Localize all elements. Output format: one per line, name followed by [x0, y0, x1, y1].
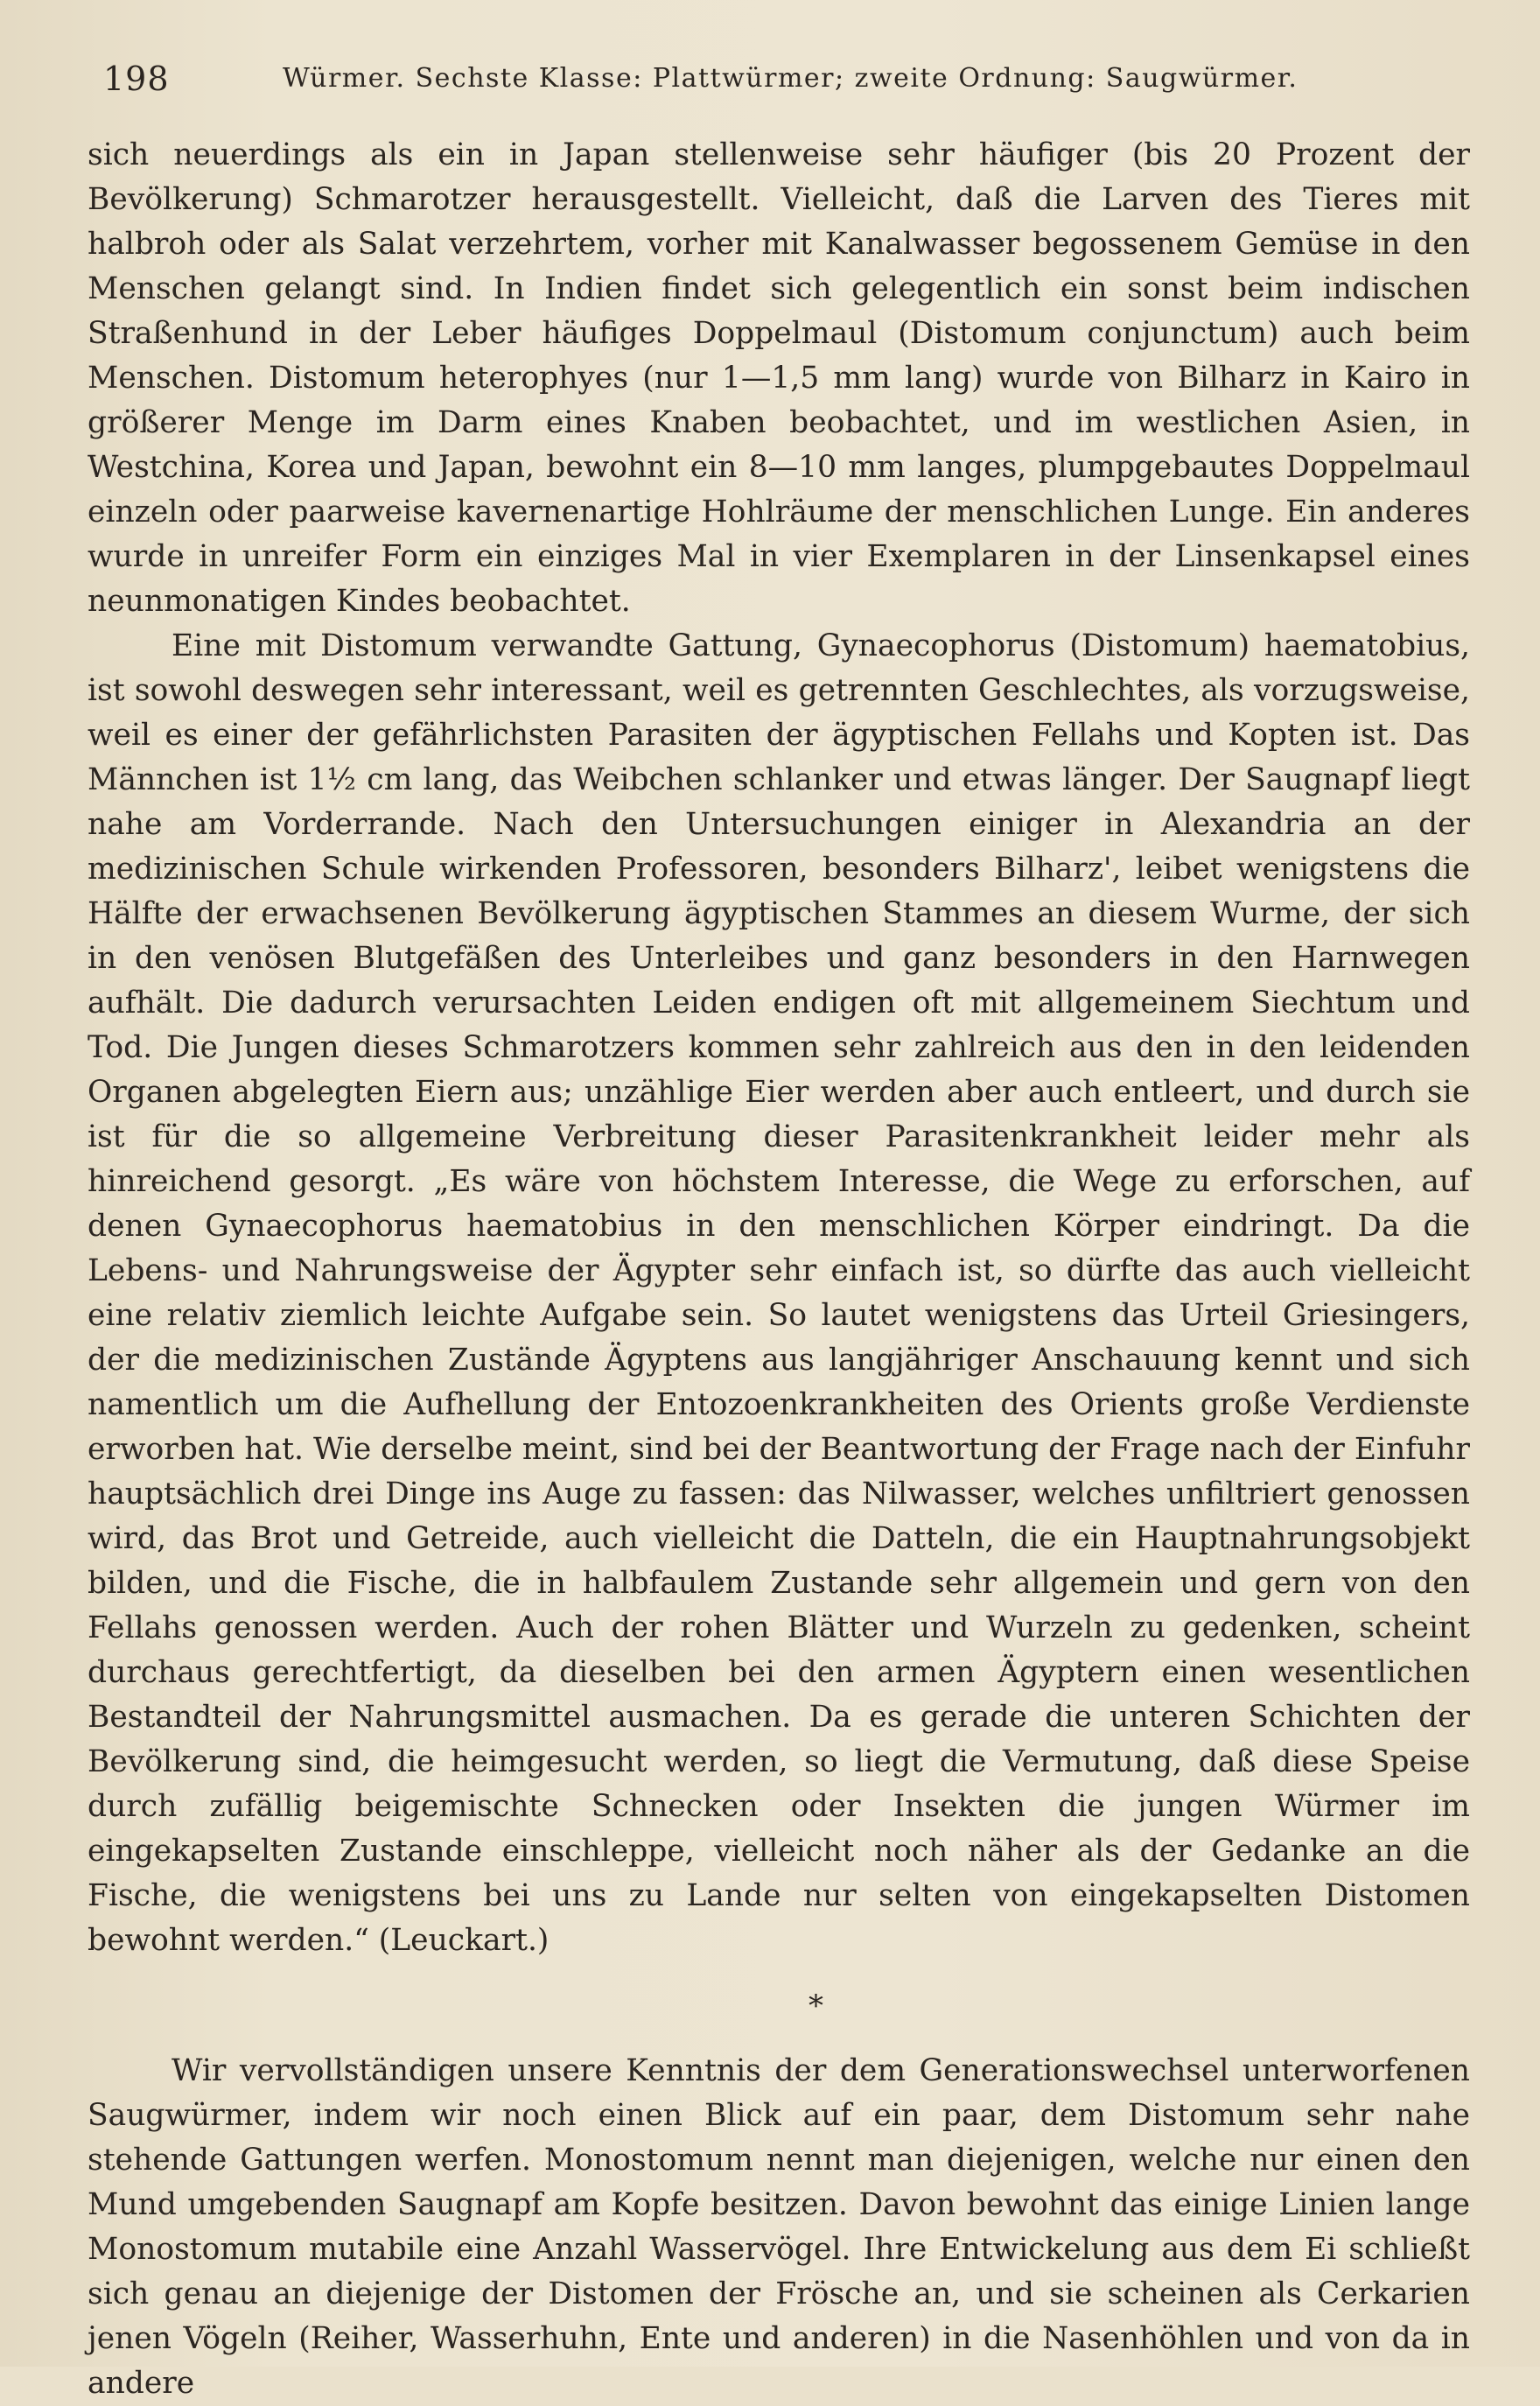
paragraph-2: Eine mit Distomum verwandte Gattung, Gynaecophorus (Distomum) haematobius, ist sowohl deswegen sehr interessant, weil es getrennten Geschlechtes, als vorzugsweise, weil es einer der gefährlichsten Parasiten der ägyptischen Fellahs und Kopten ist. Das Männchen ist 1½ cm lang, das Weibchen schlanker und etwas länger. Der Saugnapf liegt nahe am Vorderrande. Nach den Untersuchungen einiger in Alexandria an der medizinischen Schule wirkenden Professoren, besonders Bilharz', leibet wenigstens die Hälfte der erwachsenen Bevölkerung ägyptischen Stammes an diesem Wurme, der sich in den venösen Blutgefäßen des Unterleibes und ganz besonders in den Harnwegen aufhält. Die dadurch verursachten Leiden endigen oft mit allgemeinem Siechtum und Tod. Die Jungen dieses Schmarotzers kommen sehr zahlreich aus den in den leidenden Organen abgelegten Eiern aus; unzählige Eier werden aber auch entleert, und durch sie ist für die so allgemeine Verbreitung dieser Parasitenkrankheit leider mehr als hinreichend gesorgt. „Es wäre von höchstem Interesse, die Wege zu erforschen, auf denen Gynaecophorus haematobius in den menschlichen Körper eindringt. Da die Lebens- und Nahrungsweise der Ägypter sehr einfach ist, so dürfte das auch vielleicht eine relativ ziemlich leichte Aufgabe sein. So lautet wenigstens das Urteil Griesingers, der die medizinischen Zustände Ägyptens aus langjähriger Anschauung kennt und sich namentlich um die Aufhellung der Entozoenkrankheiten des Orients große Verdienste erworben hat. Wie derselbe meint, sind bei der Beantwortung der Frage nach der Einfuhr hauptsächlich drei Dinge ins Auge zu fassen: das Nilwasser, welches unfiltriert genossen wird, das Brot und Getreide, auch vielleicht die Datteln, die ein Hauptnahrungsobjekt bilden, und die Fische, die in halbfaulem Zustande sehr allgemein und gern von den Fellahs genossen werden. Auch der rohen Blätter und Wurzeln zu gedenken, scheint durchaus gerechtfertigt, da dieselben bei den armen Ägyptern einen wesentlichen Bestandteil der Nahrungsmittel ausmachen. Da es gerade die unteren Schichten der Bevölkerung sind, die heimgesucht werden, so liegt die Vermutung, daß diese Speise durch zufällig beigemischte Schnecken oder Insekten die jungen Würmer im eingekapselten Zustande einschleppe, vielleicht noch näher als der Gedanke an die Fische, die wenigstens bei uns zu Lande nur selten von eingekapselten Distomen bewohnt werden.“ (Leuckart.) [88, 628, 1470, 1958]
page-header [103, 54, 1468, 116]
paragraph-3: Wir vervollständigen unsere Kenntnis der dem Generationswechsel unterworfenen Saugwürmer, indem wir noch einen Blick auf ein paar, dem Distomum sehr nahe stehende Gattungen werfen. Monostomum nennt man diejenigen, welche nur einen den Mund umgebenden Saugnapf am Kopfe besitzen. Davon bewohnt das einige Linien lange Monostomum mutabile eine Anzahl Wasservögel. Ihre Entwickelung aus dem Ei schließt sich genau an diejenige der Distomen der Frösche an, und sie scheinen als Cerkarien jenen Vögeln (Reiher, Wasserhuhn, Ente und anderen) in die Nasenhöhlen und von da in andere [88, 2053, 1470, 2401]
body-text [88, 133, 1470, 2406]
running-head: Würmer. Sechste Klasse: Plattwürmer; zweite Ordnung: Saugwürmer. [283, 63, 1298, 94]
paragraph-1: sich neuerdings als ein in Japan stellenweise sehr häufiger (bis 20 Prozent der Bevölkerung) Schmarotzer herausgestellt. Vielleicht, daß die Larven des Tieres mit halbroh oder als Salat verzehrtem, vorher mit Kanalwasser begossenem Gemüse in den Menschen gelangt sind. In Indien findet sich gelegentlich ein sonst beim indischen Straßenhund in der Leber häufiges Doppelmaul (Distomum conjunctum) auch beim Menschen. Distomum heterophyes (nur 1—1,5 mm lang) wurde von Bilharz in Kairo in größerer Menge im Darm eines Knaben beobachtet, und im westlichen Asien, in Westchina, Korea und Japan, bewohnt ein 8—10 mm langes, plumpgebautes Doppelmaul einzeln oder paarweise kavernenartige Hohlräume der menschlichen Lunge. Ein anderes wurde in unreifer Form ein einziges Mal in vier Exemplaren in der Linsenkapsel eines neunmonatigen Kindes beobachtet. [88, 137, 1470, 619]
section-separator: * [808, 1989, 823, 2024]
page-number: 198 [103, 60, 170, 98]
